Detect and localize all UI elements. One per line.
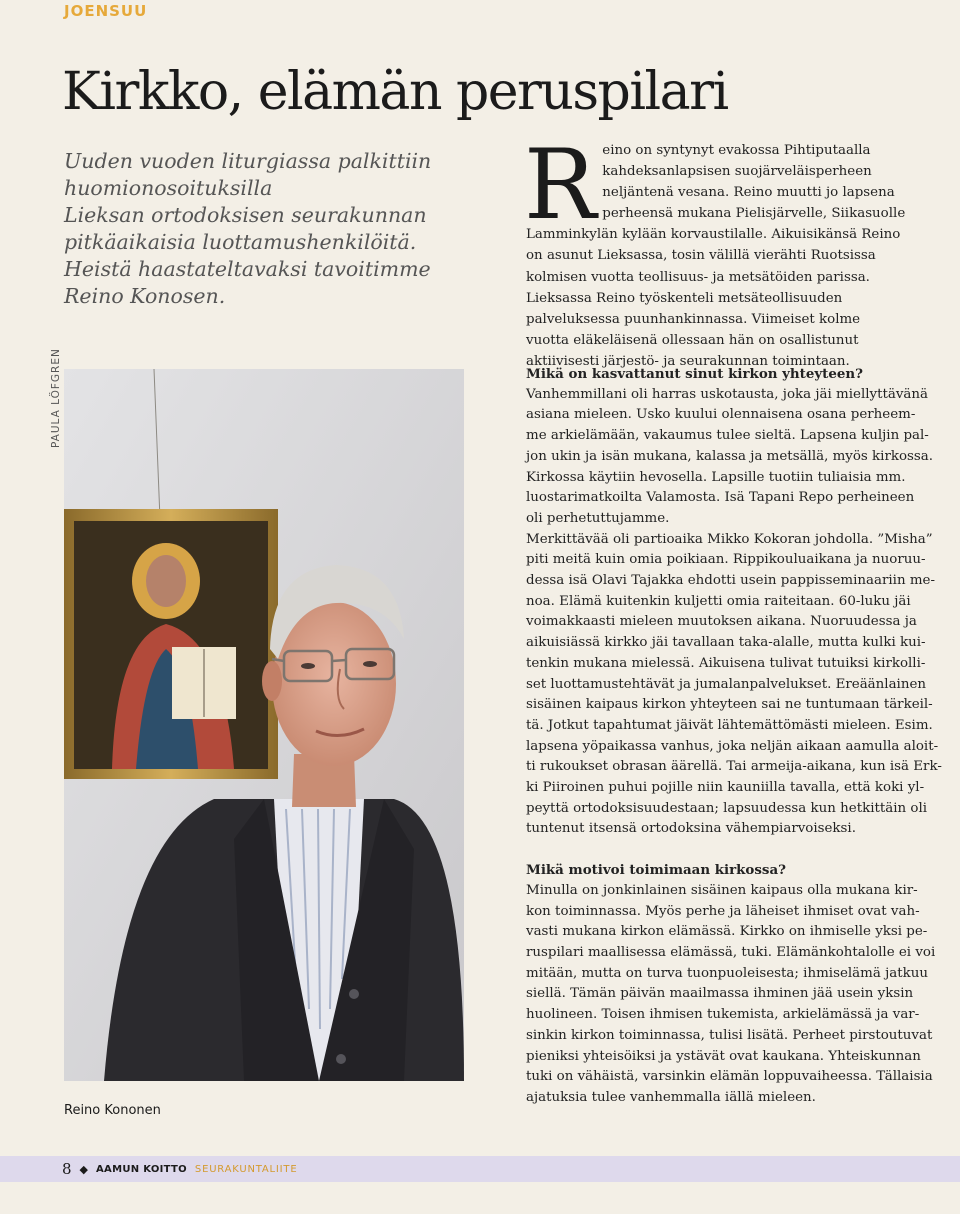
answer-line: Kirkossa käytiin hevosella. Lapsille tuotiin tuliaisia mm. (526, 469, 906, 485)
drop-cap: R (524, 129, 597, 241)
answer-line: sinkin kirkon toiminnassa, tulisi lisätä. Perheet pirstoutuvat (526, 1027, 933, 1043)
answer-line: ti rukoukset obrasan äärellä. Tai armeija-aikana, kun isä Erk- (526, 759, 942, 775)
diamond-icon: ◆ (79, 1162, 89, 1176)
interview-section (526, 860, 936, 1108)
answer-line: sisäinen kaipaus kirkon yhteyteen sai ne tuntumaan tärkeil- (526, 697, 933, 713)
headline: Kirkko, elämän peruspilari (62, 62, 728, 122)
answer-line: ruspilari maallisessa elämässä, tuki. Elämänkohtalolle ei voi (526, 944, 936, 960)
answer-line: tenkin mukana mielessä. Aikuisena tulivat tutuiksi kirkolli- (526, 655, 926, 671)
answer-line: siellä. Tämän päivän maailmassa ihminen jää usein yksin (526, 986, 914, 1002)
answer-line: mitään, mutta on turva tuonpuoleisesta; ihmiselämä jatkuu (526, 965, 928, 981)
publication-name: AAMUN KOITTO (96, 1163, 187, 1175)
lede-line: Lieksan ortodoksisen seurakunnan (64, 203, 427, 227)
answer-line: vasti mukana kirkon elämässä. Kirkko on ihmiselle yksi pe- (526, 924, 928, 940)
answer-line: jon ukin ja isän mukana, kalassa ja metsällä, myös kirkossa. (526, 448, 934, 464)
question-heading: Mikä motivoi toimimaan kirkossa? (526, 862, 786, 879)
answer-line: Vanhemmillani oli harras uskotausta, joka jäi miellyttävänä (526, 386, 928, 402)
answer-line: asiana mieleen. Usko kuului olennaisena osana perheem- (526, 407, 916, 423)
supplement-name: SEURAKUNTALIITE (194, 1163, 298, 1175)
answer-line: noa. Elämä kuitenkin kuljetti omia raiteitaan. 60-luku jäi (526, 593, 911, 609)
answer-line: dessa isä Olavi Tajakka ehdotti usein pappisseminaariin me- (526, 573, 935, 589)
answer-line: pieniksi yhteisöiksi ja ystävät ovat kaukana. Yhteiskunnan (526, 1048, 921, 1064)
answer-line: ajatuksia tulee vanhemmalla iällä mieleen. (526, 1089, 816, 1105)
answer-line: Merkittävää oli partioaika Mikko Kokoran johdolla. ”Misha” (526, 531, 933, 547)
answer-line: oli perhetuttujamme. (526, 510, 670, 526)
photo-caption: Reino Kononen (64, 1103, 161, 1118)
question-heading: Mikä on kasvattanut sinut kirkon yhteyteen? (526, 366, 863, 382)
answer-line: lapsena yöpaikassa vanhus, joka neljän aikaan aamulla aloit- (526, 738, 939, 754)
answer-line: huolineen. Toisen ihmisen tukemista, arkielämässä ja var- (526, 1007, 920, 1023)
answer-line: luostarimatkoilta Valamosta. Isä Tapani Repo perheineen (526, 490, 915, 506)
answer-text (526, 881, 936, 1109)
answer-line: voimakkaasti mieleen muutoksen aikana. Nuoruudessa ja (526, 614, 917, 630)
answer-text (526, 385, 942, 840)
portrait-photo (64, 369, 464, 1081)
page-number: 8 (62, 1160, 72, 1178)
answer-line: kon toiminnassa. Myös perhe ja läheiset ihmiset ovat vah- (526, 903, 920, 919)
answer-line: piti meitä kuin omia poikiaan. Rippikouluaikana ja nuoruu- (526, 552, 926, 568)
interview-section (526, 364, 942, 840)
answer-line: me arkielämään, vakaumus tulee sieltä. Lapsena kuljin pal- (526, 428, 929, 444)
answer-line: set luottamustehtävät ja jumalanpalvelukset. Ereäänlainen (526, 676, 927, 692)
portrait-illustration (64, 369, 464, 1081)
answer-line: peyttä ortodoksisuudestaan; lapsuudessa kun hetkittäin oli (526, 800, 928, 816)
answer-line: tuntenut itsensä ortodoksina vähempiarvoiseksi. (526, 821, 856, 837)
lede-line: Heistä haastateltavaksi tavoitimme (64, 257, 431, 281)
lede-line: huomionosoituksilla (64, 176, 273, 200)
lede-line: Uuden vuoden liturgiassa palkittiin (64, 149, 432, 173)
answer-line: tuki on vähäistä, varsinkin elämän loppuvaiheessa. Tällaisia (526, 1069, 933, 1085)
lede-line: Reino Konosen. (64, 284, 226, 308)
answer-line: ki Piiroinen puhui pojille niin kauniilla tavalla, että koki yl- (526, 780, 925, 796)
answer-line: Minulla on jonkinlainen sisäinen kaipaus olla mukana kir- (526, 882, 918, 898)
answer-line: tä. Jotkut tapahtumat jäivät lähtemättömästi mieleen. Esim. (526, 717, 933, 733)
intro-text: eino on syntynyt evakossa Pihtiputaalla kahdeksanlapsisen suojärveläisperheen neljäntenä vesana. Reino muutti jo lapsena perheensä mukana Pielisjärvelle, Siikasuolle Lamminkylän kylään korvaustilalle. Aikuisikänsä Reino on asunut Lieksassa, tosin välillä vierähti Ruotsissa kolmisen vuotta teollisuus- ja metsätöiden parissa. Lieksassa Reino työskenteli metsäteollisuuden palveluksessa puunhankinnassa. Viimeiset kolme vuotta eläkeläisenä ollessaan hän on osallistunut aktiivisesti järjestö- ja seurakunnan toimintaan. (526, 143, 906, 369)
photo-credit: PAULA LÖFGREN (50, 348, 62, 448)
answer-line: aikuisiässä kirkko jäi tavallaan taka-alalle, mutta kulki kui- (526, 635, 926, 651)
intro-paragraph (524, 129, 906, 372)
lede (64, 148, 444, 310)
interview-body (526, 364, 942, 1109)
page-footer (62, 1160, 297, 1178)
section-tag: JOENSUU (64, 2, 148, 20)
lede-line: pitkäaikaisia luottamushenkilöitä. (64, 230, 417, 254)
